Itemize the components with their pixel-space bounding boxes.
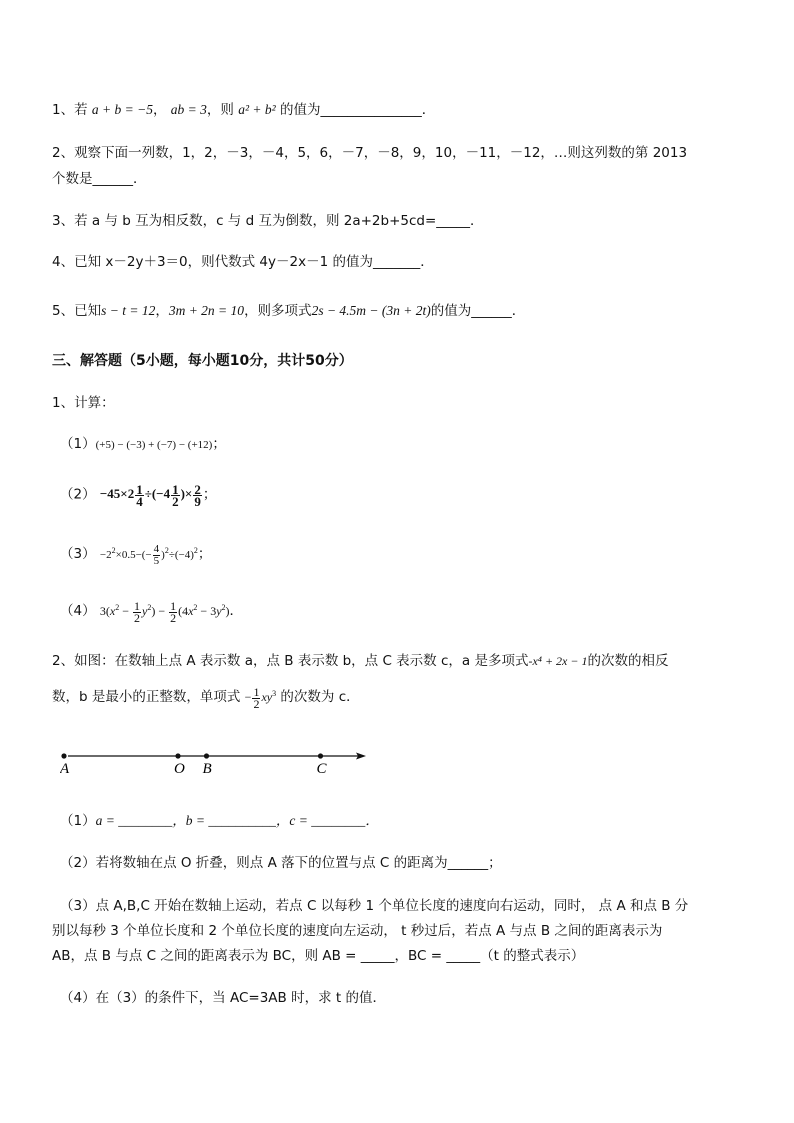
calc-item-4: （4） $3(x^2$ − $\frac{1}{2}$ $y^2$) − $\frac{1}{2}$ $(4x^2 - 3y^2)$． (60, 598, 244, 625)
point-a-dot (61, 753, 66, 758)
number-line-question-intro: 2、如图：在数轴上点 A 表示数 a，点 B 表示数 b，点 C 表示数 c，a 是多项式-x⁴ + 2x − 1的次数的相反 (52, 653, 669, 669)
point-c-dot (318, 753, 323, 758)
calc-item-2-expression: −45×2 $\frac{1}{4}$ ÷(−4 $\frac{1}{2}$ )× $\frac{2}{9}$ (99, 482, 201, 509)
calc-item-4-expression: $3(x^2$ − $\frac{1}{2}$ $y^2$) − $\frac{1}{2}$ $(4x^2 - 3y^2)$ (99, 598, 230, 625)
question-2-line2: 个数是______． (52, 171, 147, 187)
question-2-line1: 2、观察下面一列数，1，2，－3，－4，5，6，－7，－8，9，10，－11，－12，…则这列数的第 2013 (52, 145, 688, 161)
q2-part-3-line1: （3）点 A,B,C 开始在数轴上运动，若点 C 以每秒 1 个单位长度的速度向右运动，同时， 点 A 和点 B 分 (60, 898, 689, 914)
q2-part-3-line3: AB，点 B 与点 C 之间的距离表示为 BC，则 AB = _____，BC = _____（t 的整式表示） (52, 948, 585, 964)
point-b-label: B (202, 761, 212, 777)
point-b-dot (204, 753, 209, 758)
point-a-label: A (60, 761, 70, 777)
question-3: 3、若 a 与 b 互为相反数，c 与 d 互为倒数，则 2a+2b+5cd=_____． (52, 213, 484, 229)
q2-part-1: （1）a = ________，b = __________，c = ________． (60, 813, 379, 829)
q2-part-4: （4）在（3）的条件下，当 AC=3AB 时，求 t 的值． (60, 990, 386, 1006)
q2-part-3-line2: 别以每秒 3 个单位长度和 2 个单位长度的速度向左运动， t 秒过后，若点 A 与点 B 之间的距离表示为 (52, 923, 663, 939)
point-o-dot (175, 753, 180, 758)
calc-item-2: （2） −45×2 $\frac{1}{4}$ ÷(−4 $\frac{1}{2}$ )× $\frac{2}{9}$ ； (60, 482, 217, 509)
section-heading: 三、解答题（5小题，每小题10分，共计50分） (52, 353, 353, 369)
calc-title: 1、计算： (52, 395, 115, 411)
number-line-question-intro-2: 数，b 是最小的正整数，单项式 − $\frac{1}{2}$ $xy^3$ 的次数为 c． (52, 684, 360, 711)
calc-item-3: $(3) -2^2\times 0.5-(-$ $\frac{4}{5}$ )$^2\div(-4)^2$； (60, 542, 212, 567)
number-line-diagram (60, 740, 380, 780)
calc-item-1: （1）(+5) − (−3) + (−7) − (+12)； (60, 436, 226, 452)
point-c-label: C (316, 761, 327, 777)
question-1: 1、若 a + b = −5， ab = 3，则 a² + b² 的值为_______________． (52, 102, 436, 118)
question-5: 5、已知s − t = 12，3m + 2n = 10，则多项式2s − 4.5m − (3n + 2t)的值为______． (52, 303, 526, 319)
calc-item-3-expression: $-2^2\times 0.5-(-$ $\frac{4}{5}$ )$^2\div(-4)^2$ (99, 542, 198, 567)
question-4: 4、已知 x－2y＋3＝0，则代数式 4y－2x－1 的值为_______． (52, 254, 434, 270)
q2-part-2: （2）若将数轴在点 O 折叠，则点 A 落下的位置与点 C 的距离为______； (60, 855, 502, 871)
monomial-expression: − $\frac{1}{2}$ $xy^3$ (244, 684, 277, 711)
point-o-label: O (174, 761, 185, 777)
